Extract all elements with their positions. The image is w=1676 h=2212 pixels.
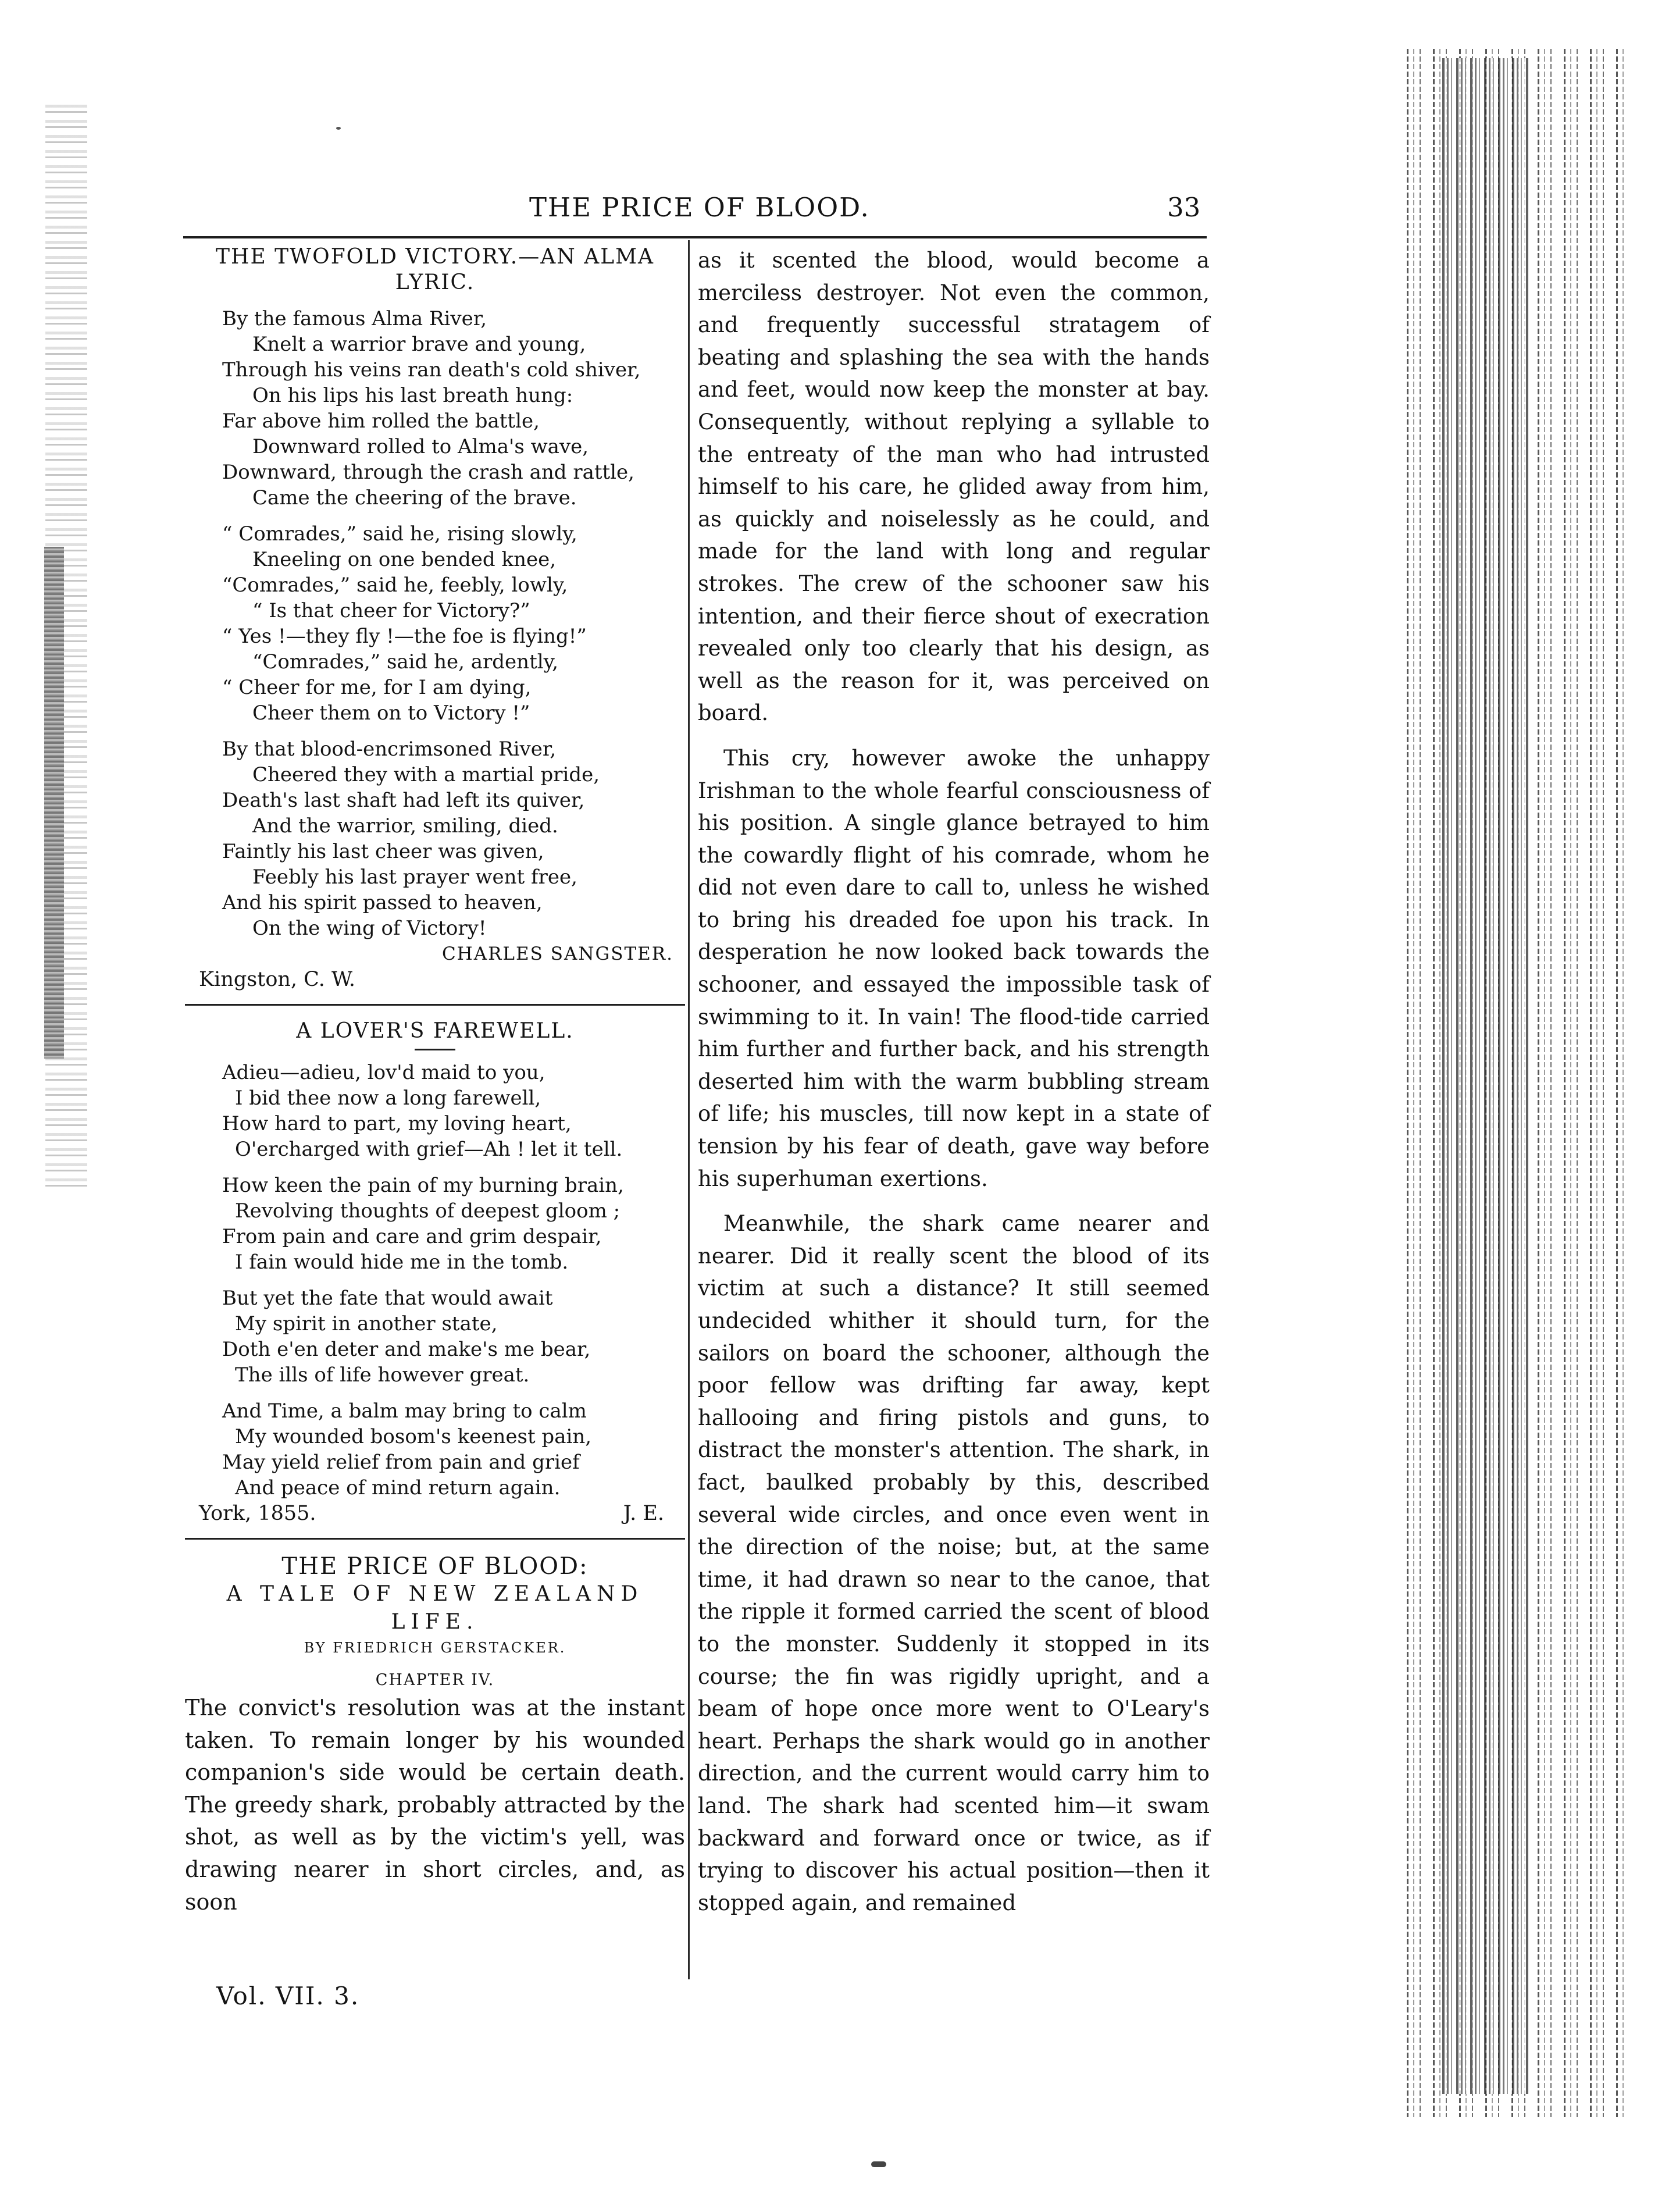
poem-line: “Comrades,” said he, ardently, — [252, 650, 559, 674]
poem-line: On his lips his last breath hung: — [252, 384, 573, 407]
poem-place-date: York, 1855. — [199, 1502, 316, 1525]
poem-author: CHARLES SANGSTER. — [441, 943, 673, 964]
poem-stanza — [185, 1285, 685, 1388]
poem-signoff — [185, 1501, 685, 1526]
column-divider — [688, 240, 690, 1979]
poem-line: Came the cheering of the brave. — [252, 486, 577, 510]
poem-line: “ Cheer for me, for I am dying, — [222, 676, 532, 699]
poem-line: Far above him rolled the battle, — [222, 409, 540, 433]
poem-line: Faintly his last cheer was given, — [222, 840, 544, 863]
poem-line: I bid thee now a long farewell, — [235, 1087, 541, 1110]
poem-line: How keen the pain of my burning brain, — [222, 1174, 624, 1197]
poem-stanza — [185, 1060, 685, 1162]
poem-line: And peace of mind return again. — [235, 1476, 561, 1499]
poem-title: A LOVER'S FAREWELL. — [296, 1019, 574, 1043]
poem-line: Revolving thoughts of deepest gloom ; — [235, 1199, 621, 1223]
poem-line: “ Is that cheer for Victory?” — [252, 599, 530, 622]
scan-speck — [336, 127, 341, 130]
poem-line: May yield relief from pain and grief — [222, 1451, 580, 1474]
poem-place: Kingston, C. W. — [199, 968, 355, 991]
poem-line: “ Comrades,” said he, rising slowly, — [222, 522, 577, 546]
poem-line: My wounded bosom's keenest pain, — [235, 1425, 592, 1448]
poem-line: How hard to part, my loving heart, — [222, 1112, 572, 1135]
poem-line: Downward rolled to Alma's wave, — [252, 435, 589, 458]
poem-initials: J. E. — [623, 1502, 664, 1525]
poem-line: O'ercharged with grief—Ah ! let it tell. — [235, 1138, 623, 1161]
volume-signature: Vol. VII. 3. — [216, 1982, 360, 2010]
poem-line: I fain would hide me in the tomb. — [235, 1251, 569, 1274]
chapter-heading: CHAPTER IV. — [375, 1671, 495, 1689]
poem-line: And Time, a balm may bring to calm — [222, 1399, 587, 1423]
scan-speck — [871, 2161, 886, 2167]
poem-line: But yet the fate that would await — [222, 1287, 553, 1310]
story-paragraph: The convict's resolution was at the instant taken. To remain longer by his wounded companion's side would be certain death. The greedy shark, probably attracted by the shot, as well as by the victim's yell, was drawing nearer in short circles, and, as soon — [185, 1695, 685, 1915]
story-paragraph: as it scented the blood, would become a merciless destroyer. Not even the common, and frequently successful stratagem of beating and splashing the sea with the hands and feet, would now keep the monster at bay. Consequently, without replying a syllable to the entreaty of the man who had intrusted himself to his care, he glided away from him, as quickly and noiselessly as he could, and made for the land with long and regular strokes. The crew of the schooner saw his intention, and their fierce shout of execration revealed only too clearly that his design, as well as the reason for it, was perceived on board. — [698, 248, 1210, 726]
poem-line: My spirit in another state, — [235, 1312, 498, 1335]
story-paragraph: This cry, however awoke the unhappy Irishman to the whole fearful consciousness of his position. A single glance betrayed to him the cowardly flight of his comrade, whom he did not even dare to call to, unless he wished to bring his dreaded foe upon his track. In desperation he now looked back towards the schooner, and essayed the impossible task of swimming to it. In vain! The flood-tide carried him further and further back, and his strength deserted him with the warm bubbling stream of life; his muscles, till now kept in a state of tension by his fear of death, gave way before his superhuman exertions. — [698, 745, 1210, 1191]
poem-line: Kneeling on one bended knee, — [252, 548, 557, 571]
poem-stanza — [185, 1398, 685, 1501]
poem-line: And his spirit passed to heaven, — [222, 891, 543, 914]
right-column — [698, 244, 1210, 1919]
poem-line: Downward, through the crash and rattle, — [222, 461, 634, 484]
poem-line: The ills of life however great. — [235, 1363, 530, 1387]
section-rule — [185, 1538, 685, 1540]
poem-line: Feebly his last prayer went free, — [252, 865, 577, 889]
header-rule — [183, 236, 1207, 238]
running-title: THE PRICE OF BLOOD. — [529, 192, 870, 223]
poem-line: Adieu—adieu, lov'd maid to you, — [222, 1061, 545, 1084]
poem-line: Doth e'en deter and make's me bear, — [222, 1338, 591, 1361]
poem-title: THE TWOFOLD VICTORY.—AN ALMA LYRIC. — [216, 245, 654, 294]
left-column — [185, 244, 685, 1918]
left-binding-strip — [44, 547, 64, 1059]
poem-line: Through his veins ran death's cold shiver, — [222, 358, 641, 382]
poem-line: By that blood-encrimsoned River, — [222, 738, 557, 761]
poem-stanza — [185, 736, 685, 941]
poem-stanza — [185, 1173, 685, 1275]
poem-line: “ Yes !—they fly !—the foe is flying!” — [222, 625, 587, 648]
poem-line: From pain and care and grim despair, — [222, 1225, 602, 1248]
section-rule — [185, 1004, 685, 1006]
poem-stanza — [185, 306, 685, 511]
page-number: 33 — [1167, 192, 1201, 223]
title-rule — [415, 1049, 455, 1050]
poem-line: And the warrior, smiling, died. — [252, 814, 558, 838]
poem-line: Cheered they with a martial pride, — [252, 763, 600, 786]
poem-line: Death's last shaft had left its quiver, — [222, 789, 585, 812]
poem-line: By the famous Alma River, — [222, 307, 487, 330]
right-spine-shadow — [1442, 58, 1529, 2094]
poem-line: Cheer them on to Victory !” — [252, 701, 530, 725]
poem-line: On the wing of Victory! — [252, 917, 487, 940]
story-subtitle: A TALE OF NEW ZEALAND LIFE. — [226, 1582, 644, 1634]
poem-stanza — [185, 521, 685, 726]
poem-line: Knelt a warrior brave and young, — [252, 333, 586, 356]
story-byline: BY FRIEDRICH GERSTACKER. — [304, 1640, 566, 1656]
story-title: THE PRICE OF BLOOD: — [281, 1553, 589, 1580]
poem-line: “Comrades,” said he, feebly, lowly, — [222, 574, 568, 597]
story-paragraph: Meanwhile, the shark came nearer and nearer. Did it really scent the blood of its victim at such a distance? It still seemed undecided whither it should turn, for the sailors on board the schooner, although the poor fellow was drifting far away, kept hallooing and firing pistols and guns, to distract the monster's attention. The shark, in fact, baulked probably by this, described several wide circles, and once even went in the direction of the noise; but, at the same time, it had drawn so near to the canoe, that the ripple it formed carried the scent of blood to the monster. Suddenly it stopped in its course; the fin was rigidly upright, and a beam of hope once more went to O'Leary's heart. Perhaps the shark would go in another direction, and the current would carry him to land. The shark had scented him—it swam backward and forward once or twice, as if trying to discover his actual position—then it stopped again, and remained — [698, 1211, 1210, 1915]
